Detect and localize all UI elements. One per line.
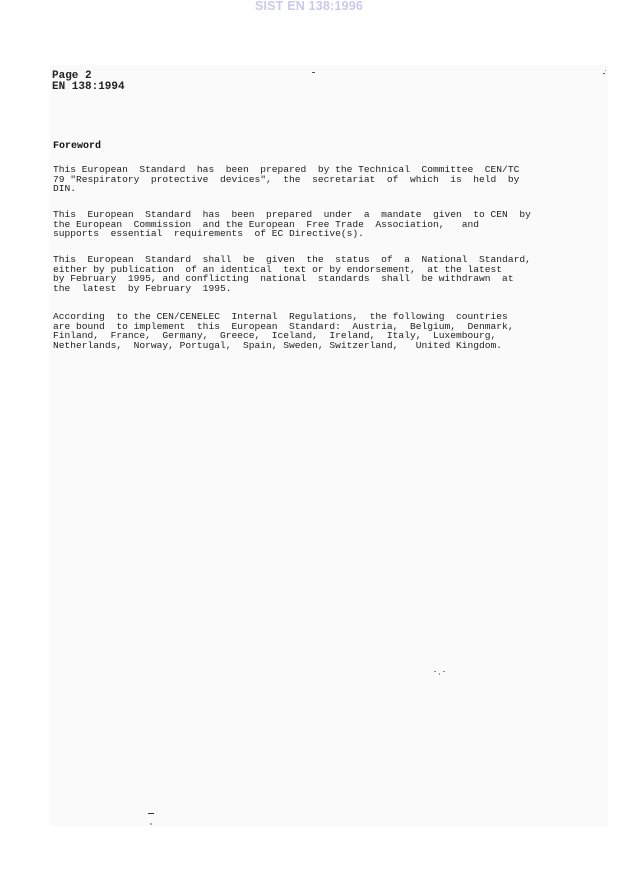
page-number: Page 2	[52, 70, 92, 82]
watermark: SIST EN 138:1996	[254, 0, 364, 13]
text-line: According to the CEN/CENELEC Internal Regulations, the following countries	[53, 311, 508, 322]
text-line: supports essential requirements of EC Directive(s).	[53, 228, 364, 240]
text-line: Netherlands, Norway, Portugal, Spain, Sweden, Switzerland, United Kingdom.	[53, 339, 503, 351]
scan-speck	[434, 671, 436, 672]
text-line: are bound to implement this European Standard: Austria, Belgium, Denmark,	[53, 320, 514, 332]
text-line: by February 1995, and conflicting national standards shall be withdrawn at	[53, 273, 514, 285]
text-line: This European Standard shall be given the status of a National Standard,	[53, 254, 531, 265]
scan-speck	[443, 671, 445, 672]
document-page	[50, 65, 608, 826]
text-line: This European Standard has been prepared by the Technical Committee CEN/TC	[53, 164, 520, 175]
scan-speck	[439, 673, 440, 675]
text-line: 79 "Respiratory protective devices", the secretariat of which is held by	[53, 173, 520, 185]
text-line: DIN.	[53, 183, 77, 195]
paragraph-1	[53, 165, 558, 194]
scan-speck	[150, 823, 152, 825]
paragraph-3	[53, 255, 558, 293]
text-line: Finland, France, Germany, Greece, Iceland, Ireland, Italy, Luxembourg,	[53, 330, 497, 342]
paragraph-2	[53, 210, 558, 239]
scan-speck	[148, 813, 154, 814]
scan-speck	[603, 73, 605, 74]
paragraph-4	[53, 312, 558, 350]
section-heading: Foreword	[53, 141, 102, 152]
page-header	[52, 71, 125, 93]
text-line: the European Commission and the European Free Trade Association, and	[53, 218, 480, 230]
text-line: This European Standard has been prepared under a mandate given to CEN by	[53, 209, 531, 220]
scan-speck	[312, 72, 315, 73]
text-line: either by publication of an identical text or by endorsement, at the latest	[53, 263, 503, 275]
standard-id: EN 138:1994	[52, 81, 125, 93]
scan-speck	[605, 70, 606, 71]
text-line: the latest by February 1995.	[53, 282, 232, 294]
